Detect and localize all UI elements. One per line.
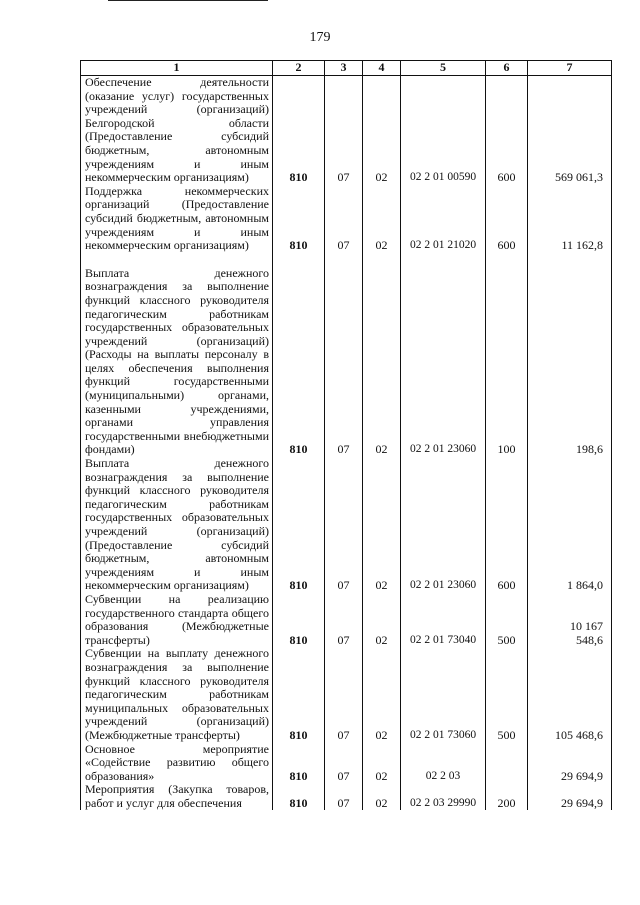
row-code: 810 bbox=[273, 647, 325, 742]
row-code: 810 bbox=[273, 457, 325, 593]
row-target-article: 02 2 01 73060 bbox=[401, 647, 486, 742]
row-subsection: 02 bbox=[363, 76, 401, 185]
row-amount: 29 694,9 bbox=[528, 743, 612, 784]
row-code: 810 bbox=[273, 76, 325, 185]
row-target-article: 02 2 01 23060 bbox=[401, 267, 486, 457]
row-code: 810 bbox=[273, 185, 325, 253]
row-section: 07 bbox=[325, 267, 363, 457]
row-expense-type: 600 bbox=[486, 457, 528, 593]
row-expense-type: 100 bbox=[486, 267, 528, 457]
row-section: 07 bbox=[325, 743, 363, 784]
column-header: 3 bbox=[325, 61, 363, 76]
row-description: Субвенции на выплату денежного вознаграждения за выполнение функций классного руководителя педагогическим работникам муниципальных образовательных учреждений (организаций) (Межбюджетные трансферты) bbox=[81, 647, 273, 742]
row-code: 810 bbox=[273, 267, 325, 457]
row-section: 07 bbox=[325, 185, 363, 253]
row-amount: 11 162,8 bbox=[528, 185, 612, 253]
row-expense-type: 200 bbox=[486, 783, 528, 810]
table-row bbox=[81, 647, 612, 742]
table-row bbox=[81, 593, 612, 647]
row-description: Мероприятия (Закупка товаров, работ и услуг для обеспечения bbox=[81, 783, 273, 810]
row-subsection: 02 bbox=[363, 185, 401, 253]
table-row bbox=[81, 457, 612, 593]
row-amount: 105 468,6 bbox=[528, 647, 612, 742]
row-expense-type bbox=[486, 743, 528, 784]
row-section: 07 bbox=[325, 647, 363, 742]
column-header: 1 bbox=[81, 61, 273, 76]
row-code: 810 bbox=[273, 593, 325, 647]
row-subsection: 02 bbox=[363, 267, 401, 457]
column-header: 4 bbox=[363, 61, 401, 76]
top-rule bbox=[108, 0, 268, 1]
row-code: 810 bbox=[273, 783, 325, 810]
row-target-article: 02 2 01 21020 bbox=[401, 185, 486, 253]
row-amount bbox=[528, 593, 612, 647]
row-target-article: 02 2 01 73040 bbox=[401, 593, 486, 647]
row-description: Субвенции на реализацию государственного стандарта общего образования (Межбюджетные трансферты) bbox=[81, 593, 273, 647]
row-amount: 29 694,9 bbox=[528, 783, 612, 810]
row-expense-type: 500 bbox=[486, 593, 528, 647]
row-code: 810 bbox=[273, 743, 325, 784]
row-target-article: 02 2 01 00590 bbox=[401, 76, 486, 185]
row-description: Обеспечение деятельности (оказание услуг) государственных учреждений (организаций) Белгородской области (Предоставление субсидий бюджетным, автономным учреждениям и иным некоммерческим организациям) bbox=[81, 76, 273, 185]
table-row bbox=[81, 743, 612, 784]
row-amount: 198,6 bbox=[528, 267, 612, 457]
row-description: Поддержка некоммерческих организаций (Предоставление субсидий бюджетным, автономным учреждениям и иным некоммерческим организациям) bbox=[81, 185, 273, 253]
spacer-row bbox=[81, 253, 612, 267]
row-amount: 569 061,3 bbox=[528, 76, 612, 185]
row-expense-type: 600 bbox=[486, 185, 528, 253]
column-header: 5 bbox=[401, 61, 486, 76]
row-amount: 1 864,0 bbox=[528, 457, 612, 593]
row-description: Основное мероприятие «Содействие развитию общего образования» bbox=[81, 743, 273, 784]
row-description: Выплата денежного вознаграждения за выполнение функций классного руководителя педагогическим работникам государственных образовательных учреждений (организаций) (Расходы на выплаты персоналу в целях обеспечения выполнения функций государственными (муниципальными) органами, казенными учреждениями, органами управления государственными внебюджетными фондами) bbox=[81, 267, 273, 457]
row-subsection: 02 bbox=[363, 647, 401, 742]
row-subsection: 02 bbox=[363, 593, 401, 647]
column-header: 6 bbox=[486, 61, 528, 76]
row-section: 07 bbox=[325, 783, 363, 810]
row-target-article: 02 2 03 29990 bbox=[401, 783, 486, 810]
row-expense-type: 600 bbox=[486, 76, 528, 185]
table-row bbox=[81, 783, 612, 810]
column-header: 7 bbox=[528, 61, 612, 76]
amount-line-1: 10 167 bbox=[570, 619, 603, 634]
row-subsection: 02 bbox=[363, 783, 401, 810]
table-row bbox=[81, 76, 612, 185]
row-subsection: 02 bbox=[363, 457, 401, 593]
table-row bbox=[81, 267, 612, 457]
row-expense-type: 500 bbox=[486, 647, 528, 742]
row-target-article: 02 2 01 23060 bbox=[401, 457, 486, 593]
budget-table bbox=[80, 60, 612, 810]
column-header: 2 bbox=[273, 61, 325, 76]
amount-line-2: 548,6 bbox=[576, 632, 603, 647]
row-target-article: 02 2 03 bbox=[401, 743, 486, 784]
row-description: Выплата денежного вознаграждения за выполнение функций классного руководителя педагогическим работникам государственных образовательных учреждений (организаций) (Предоставление субсидий бюджетным, автономным учреждениям и иным некоммерческим организациям) bbox=[81, 457, 273, 593]
row-section: 07 bbox=[325, 457, 363, 593]
row-subsection: 02 bbox=[363, 743, 401, 784]
row-section: 07 bbox=[325, 593, 363, 647]
row-section: 07 bbox=[325, 76, 363, 185]
page-number: 179 bbox=[309, 30, 331, 45]
table-header-row bbox=[81, 61, 612, 76]
table-row bbox=[81, 185, 612, 253]
